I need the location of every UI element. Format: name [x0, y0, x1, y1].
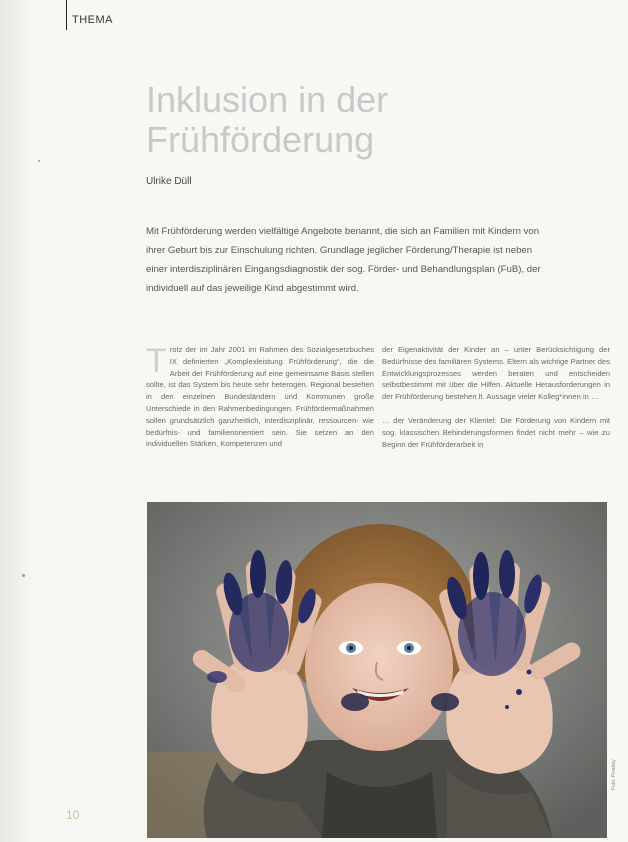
section-label: THEMA	[72, 14, 113, 26]
body-column-2-paragraph-1: der Eigenaktivität der Kinder an – unter Berücksichtigung der Bedürfnisse des familiären Systems. Eltern als wichtige Partner des Entwicklungsprozesses werden beraten und entscheiden selbstbestimmt mit über die Hilfen. Aktuelle Herausforderungen in der Frühförderung bestehen lt. Aussage vieler Kolleg*innen in …	[382, 345, 610, 402]
body-column-2	[382, 344, 610, 450]
photo-credit: Foto: Pixabay	[611, 759, 617, 790]
author-name: Ulrike Düll	[146, 176, 192, 187]
article-title	[146, 80, 546, 160]
page-gutter-shadow	[0, 0, 34, 842]
section-rule	[66, 0, 67, 30]
page-number: 10	[66, 808, 80, 822]
body-column-2-paragraph-2: … der Veränderung der Klientel: Die Förderung von Kindern mit sog. klassischen Behinderungsformen findet nicht mehr – wie zu Beginn der Frühförderarbeit in	[382, 415, 610, 449]
scan-speck	[38, 160, 40, 162]
scan-speck	[22, 574, 25, 577]
body-column-1-text: rotz der im Jahr 2001 im Rahmen des Sozialgesetzbuches IX definierten „Komplexleistung Frühförderung“, die die Arbeit der Frühförderung auf eine gemeinsame Basis stellen sollte, ist das System bis heute sehr heterogen. Regional bestehen in den einzelnen Bundesländern und Kommunen große Unterschiede in den Rahmenbedingungen. Frühfördermaßnahmen sollen grundsätzlich ganzheitlich, interdisziplinär, ressourcen- wie bedürfnis- und familienorientiert sein. Sie setzen an den individuellen Stärken, Kompetenzen und	[146, 345, 374, 449]
article-lead: Mit Frühförderung werden vielfältige Angebote benannt, die sich an Familien mit Kindern von ihrer Geburt bis zur Einschulung richten. Grundlage jeglicher Förderung/Therapie ist neben einer interdisziplinären Eingangsdiagnostik der sog. Förder- und Behandlungsplan (FuB), der individuell auf das jeweilige Kind abgestimmt wird.	[146, 226, 541, 294]
body-column-1	[146, 344, 374, 450]
title-line-1: Inklusion in der	[146, 79, 389, 120]
child-painted-hands-photo	[147, 502, 607, 838]
photo-illustration	[147, 502, 607, 838]
title-line-2: Frühförderung	[146, 119, 375, 160]
drop-cap: T	[146, 342, 167, 380]
